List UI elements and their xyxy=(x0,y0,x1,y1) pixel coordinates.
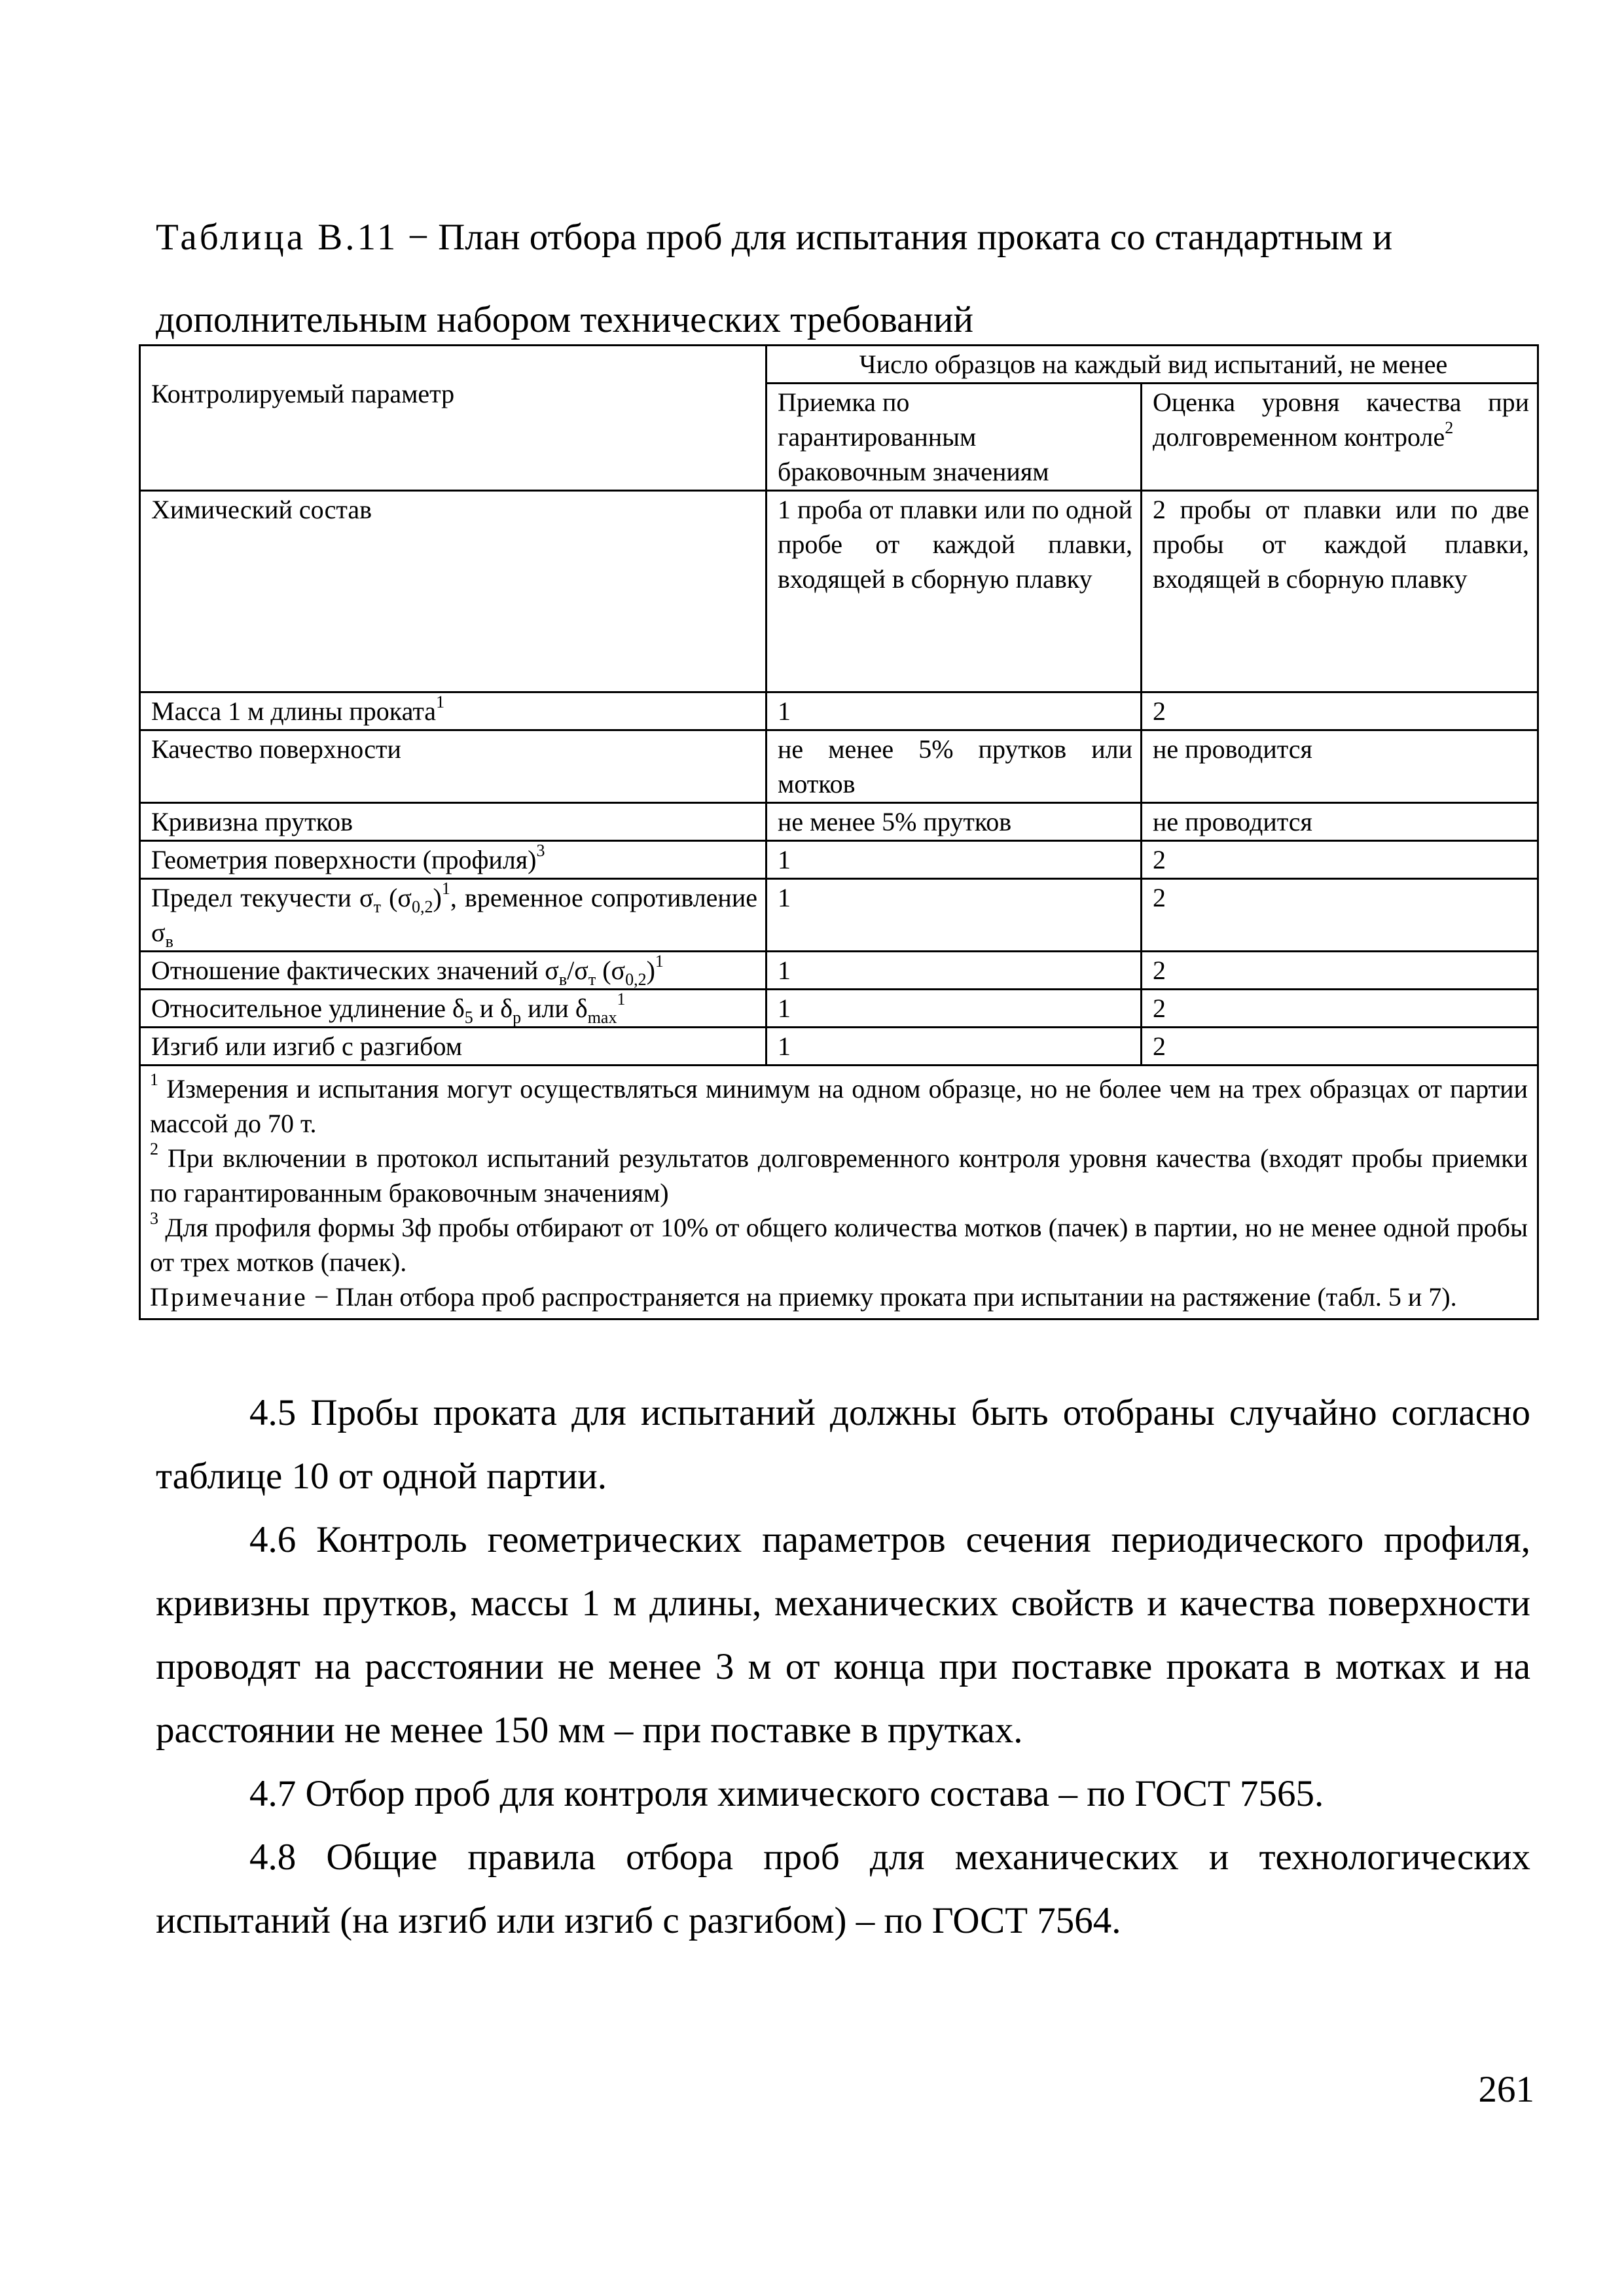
row-param-sup: 1 xyxy=(441,878,450,898)
footnote-marker: 3 xyxy=(150,1208,158,1228)
table-row xyxy=(140,841,1538,879)
row-param-sub: 5 xyxy=(464,1008,473,1027)
table-row xyxy=(140,803,1538,841)
row-param-text: /σ xyxy=(567,956,588,985)
row-param-sup: 1 xyxy=(617,989,626,1009)
paragraph-4-7: 4.7 Отбор проб для контроля химического состава – по ГОСТ 7565. xyxy=(249,1773,1324,1814)
footnote-1 xyxy=(150,1071,1528,1141)
footnote-text: Измерения и испытания могут осуществляться минимум на одном образце, но не более чем на трех образцах от партии массой до 70 т. xyxy=(150,1074,1528,1138)
row-value-2 xyxy=(1142,491,1538,692)
row-value-1 xyxy=(767,491,1142,692)
table-row xyxy=(140,990,1538,1028)
row-param-sub: max xyxy=(587,1008,617,1027)
row-param-text: Отношение фактических значений σ xyxy=(151,956,559,985)
row-param-sub: 0,2 xyxy=(412,897,433,916)
row-param-text: Качество поверхности xyxy=(151,734,401,764)
table-remark xyxy=(150,1280,1528,1314)
row-param-sub: т xyxy=(373,897,381,916)
remark-label: Примечание xyxy=(150,1282,308,1312)
footnote-text: При включении в протокол испытаний результатов долговременного контроля уровня качества (входят пробы приемки по гарантированным браковочным значениям) xyxy=(150,1143,1528,1208)
footnote-2 xyxy=(150,1141,1528,1210)
header-col2-sup: 2 xyxy=(1445,418,1454,437)
row-value-1-text: 1 xyxy=(778,994,791,1023)
row-value-1 xyxy=(767,692,1142,730)
table-row xyxy=(140,491,1538,692)
row-value-1-text: 1 xyxy=(778,696,791,726)
paragraph-4-6: 4.6 Контроль геометрических параметров сечения периодического профиля, кривизны прутков, массы 1 м длины, механических свойств и качества поверхности проводят на расстоянии не менее 3 м от конца при поставке проката в мотках и на расстоянии не менее 150 мм – при поставке в прутках. xyxy=(156,1519,1530,1751)
header-group-cell xyxy=(767,346,1538,384)
header-col1-cell xyxy=(767,384,1142,491)
row-value-2 xyxy=(1142,730,1538,803)
row-param-sub: т xyxy=(588,970,596,989)
header-row-1 xyxy=(140,346,1538,384)
row-value-1-text: 1 xyxy=(778,845,791,874)
row-value-2-text: 2 xyxy=(1153,956,1166,985)
row-value-1 xyxy=(767,952,1142,990)
row-param xyxy=(140,841,767,879)
row-param-sup: 1 xyxy=(436,692,445,711)
row-param-text: Масса 1 м длины проката xyxy=(151,696,437,726)
row-param-text: Химический состав xyxy=(151,495,372,524)
row-param-text: ) xyxy=(646,956,655,985)
table-row xyxy=(140,879,1538,952)
row-value-2 xyxy=(1142,841,1538,879)
row-param xyxy=(140,730,767,803)
row-value-1-text: 1 xyxy=(778,956,791,985)
row-param-sub: в xyxy=(558,970,568,989)
header-col2-cell xyxy=(1142,384,1538,491)
row-param-text: , временное сопротивление σ xyxy=(151,883,757,947)
header-param: Контролируемый параметр xyxy=(151,379,455,408)
row-value-2 xyxy=(1142,879,1538,952)
row-param-sub: р xyxy=(513,1008,522,1027)
row-value-1-text: 1 xyxy=(778,1031,791,1061)
row-param-text: ) xyxy=(433,883,442,912)
row-param-text: и δ xyxy=(473,994,513,1023)
row-param xyxy=(140,952,767,990)
row-param-sup: 3 xyxy=(536,840,545,860)
row-value-2 xyxy=(1142,692,1538,730)
footnote-3 xyxy=(150,1210,1528,1280)
table-notes xyxy=(140,1066,1538,1319)
remark-text: − План отбора проб распространяется на приемку проката при испытании на растяжение (табл. 5 и 7). xyxy=(307,1282,1457,1312)
row-value-1-text: не менее 5% прутков или мотков xyxy=(778,734,1132,798)
row-value-2 xyxy=(1142,1028,1538,1066)
row-param xyxy=(140,1028,767,1066)
row-param-text: Предел текучести σ xyxy=(151,883,374,912)
row-value-1 xyxy=(767,841,1142,879)
row-param-text: Геометрия поверхности (профиля) xyxy=(151,845,537,874)
page-number: 261 xyxy=(1478,2069,1534,2110)
header-group: Число образцов на каждый вид испытаний, не менее xyxy=(859,350,1448,379)
row-value-2-text: 2 xyxy=(1153,883,1166,912)
footnote-text: Для профиля формы 3ф пробы отбирают от 10% от общего количества мотков (пачек) в партии, но не менее одной пробы от трех мотков (пачек). xyxy=(150,1213,1528,1277)
table-row xyxy=(140,730,1538,803)
row-value-1 xyxy=(767,879,1142,952)
row-value-1-text: 1 проба от плавки или по одной пробе от каждой плавки, входящей в сборную плавку xyxy=(778,495,1132,594)
sampling-plan-table xyxy=(139,344,1539,1320)
paragraph-4-5: 4.5 Пробы проката для испытаний должны быть отобраны случайно согласно таблице 10 от одной партии. xyxy=(156,1392,1530,1497)
row-param xyxy=(140,879,767,952)
row-param-text: Изгиб или изгиб с разгибом xyxy=(151,1031,463,1061)
row-value-1 xyxy=(767,1028,1142,1066)
row-value-1-text: не менее 5% прутков xyxy=(778,807,1012,836)
table-row xyxy=(140,1028,1538,1066)
row-param xyxy=(140,803,767,841)
row-param-text: Относительное удлинение δ xyxy=(151,994,465,1023)
row-param-text: или δ xyxy=(521,994,588,1023)
row-value-2 xyxy=(1142,803,1538,841)
row-value-2-text: не проводится xyxy=(1153,807,1312,836)
row-param-sub: 0,2 xyxy=(625,970,647,989)
row-param-text: (σ xyxy=(596,956,626,985)
caption-title: План отбора проб для испытания проката со стандартным и дополнительным набором технических требований xyxy=(156,217,1393,340)
row-param xyxy=(140,692,767,730)
notes-row xyxy=(140,1066,1538,1319)
body-text xyxy=(156,1381,1530,1952)
row-value-2-text: 2 пробы от плавки или по две пробы от каждой плавки, входящей в сборную плавку xyxy=(1153,495,1529,594)
paragraph-4-8: 4.8 Общие правила отбора проб для механических и технологических испытаний (на изгиб или изгиб с разгибом) – по ГОСТ 7564. xyxy=(156,1837,1530,1941)
row-value-2-text: 2 xyxy=(1153,994,1166,1023)
footnote-marker: 1 xyxy=(150,1069,158,1089)
row-param-sub: в xyxy=(165,932,173,951)
row-value-1 xyxy=(767,730,1142,803)
row-value-2 xyxy=(1142,952,1538,990)
table-row xyxy=(140,952,1538,990)
caption-label: Таблица В.11 xyxy=(156,217,399,258)
header-col1: Приемка по гарантированным браковочным значениям xyxy=(778,387,1049,486)
row-param xyxy=(140,491,767,692)
header-param-cell xyxy=(140,346,767,491)
footnote-marker: 2 xyxy=(150,1139,158,1158)
row-value-1 xyxy=(767,803,1142,841)
header-col2: Оценка уровня качества при долговременном контроле xyxy=(1153,387,1529,452)
row-value-2 xyxy=(1142,990,1538,1028)
row-value-1-text: 1 xyxy=(778,883,791,912)
row-param-sup: 1 xyxy=(655,951,664,971)
table-row xyxy=(140,692,1538,730)
row-param-text: (σ xyxy=(380,883,412,912)
row-value-2-text: 2 xyxy=(1153,845,1166,874)
caption-dash: − xyxy=(398,217,439,258)
table-caption xyxy=(156,196,1537,361)
row-param xyxy=(140,990,767,1028)
row-param-text: Кривизна прутков xyxy=(151,807,353,836)
row-value-2-text: 2 xyxy=(1153,1031,1166,1061)
row-value-1 xyxy=(767,990,1142,1028)
row-value-2-text: не проводится xyxy=(1153,734,1312,764)
row-value-2-text: 2 xyxy=(1153,696,1166,726)
